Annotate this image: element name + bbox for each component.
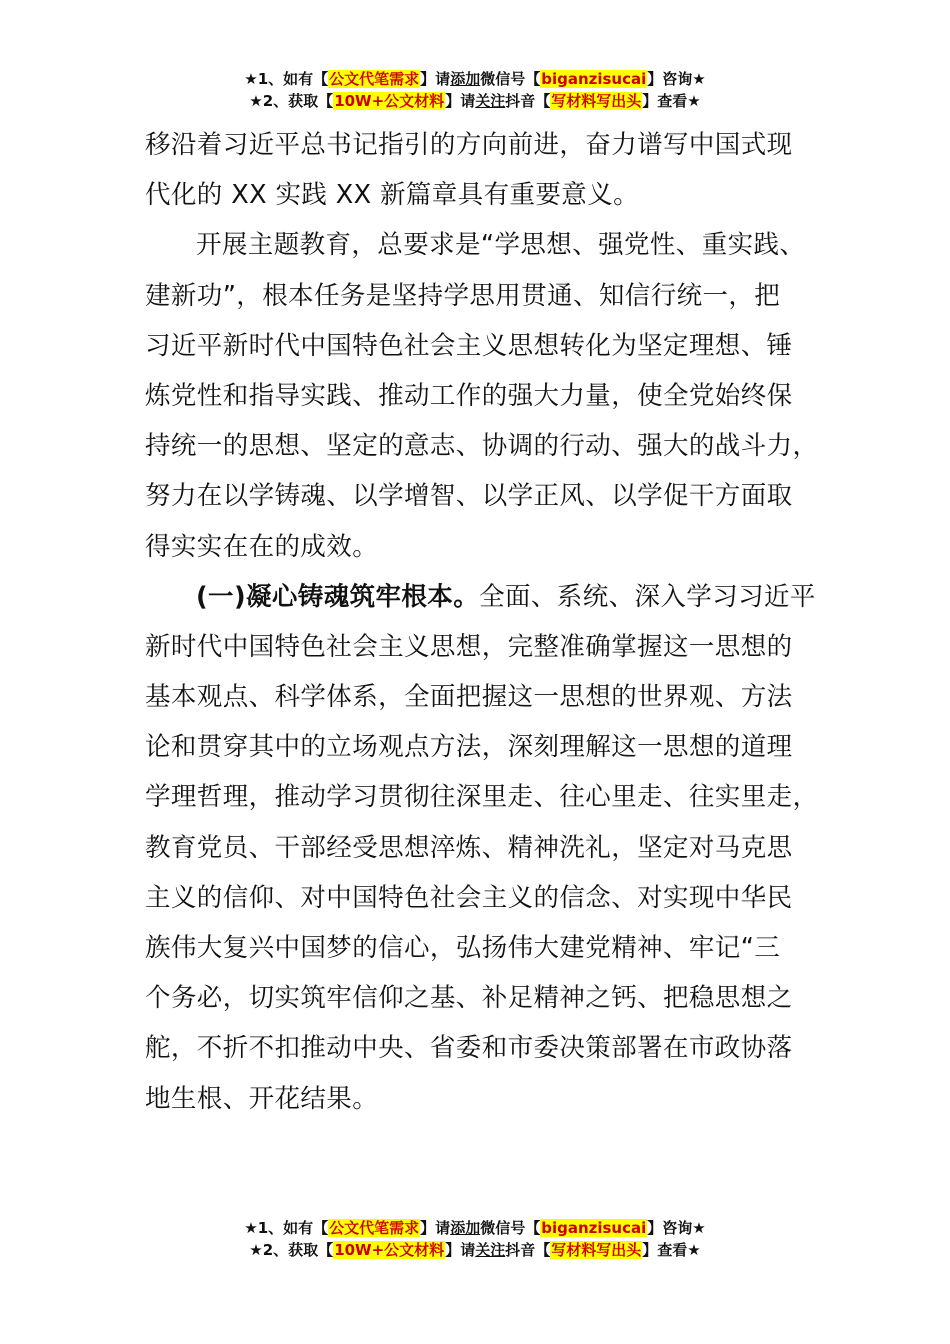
promo-text: 】请 (445, 92, 476, 110)
section-heading-line (145, 572, 816, 622)
promo-text: 】请 (420, 70, 451, 88)
promo-emphasis: 添加 (450, 70, 481, 88)
paragraph-start: 开展主题教育，总要求是“学思想、强党性、重实践、 (196, 230, 806, 261)
promo-highlight: 公文代笔需求 (329, 70, 420, 88)
section-heading: (一)凝心铸魂筑牢根本。 (196, 581, 480, 612)
footer-promo-banner (0, 1217, 950, 1261)
promo-line-1 (0, 68, 950, 90)
promo-text: ★2、获取【 (249, 92, 334, 110)
body-line: 族伟大复兴中国梦的信心，弘扬伟大建党精神、牢记“三 (145, 933, 781, 963)
body-line: 代化的 XX 实践 XX 新篇章具有重要意义。 (145, 180, 639, 211)
promo-text: 】请 (445, 1241, 476, 1259)
promo-emphasis: 关注 (475, 92, 506, 110)
promo-highlight: biganzisucai (541, 70, 647, 88)
promo-text: ★1、如有【 (244, 1219, 329, 1237)
header-promo-banner (0, 68, 950, 112)
promo-text: 】咨询★ (647, 1219, 706, 1237)
body-line: 努力在以学铸魂、以学增智、以学正风、以学促干方面取 (145, 481, 793, 512)
promo-emphasis: 关注 (475, 1241, 506, 1259)
promo-text: 】查看★ (642, 1241, 701, 1259)
body-line: 主义的信仰、对中国特色社会主义的信念、对实现中华民 (145, 882, 793, 913)
promo-text: 微信号【 (480, 1219, 541, 1237)
document-body (145, 120, 819, 1124)
promo-line-2 (0, 1239, 950, 1261)
promo-line-1 (0, 1217, 950, 1239)
promo-text: ★2、获取【 (249, 1241, 334, 1259)
promo-text: ★1、如有【 (244, 70, 329, 88)
body-line: 论和贯穿其中的立场观点方法，深刻理解这一思想的道理 (145, 732, 793, 763)
promo-highlight: 10W+公文材料 (334, 1241, 445, 1259)
body-line: 舵，不折不扣推动中央、省委和市委决策部署在市政协落 (145, 1033, 793, 1064)
promo-text: 】咨询★ (647, 70, 706, 88)
promo-emphasis: 添加 (450, 1219, 481, 1237)
body-line: 基本观点、科学体系，全面把握这一思想的世界观、方法 (145, 682, 793, 713)
body-line: 个务必，切实筑牢信仰之基、补足精神之钙、把稳思想之 (145, 983, 793, 1014)
promo-text: 】请 (420, 1219, 451, 1237)
promo-highlight: 10W+公文材料 (334, 92, 445, 110)
body-line: 持统一的思想、坚定的意志、协调的行动、强大的战斗力， (145, 431, 819, 462)
promo-highlight: 写材料写出头 (551, 92, 642, 110)
body-line: 炼党性和指导实践、推动工作的强大力量，使全党始终保 (145, 380, 793, 411)
body-line: 教育党员、干部经受思想淬炼、精神洗礼，坚定对马克思 (145, 832, 793, 863)
promo-text: 微信号【 (480, 70, 541, 88)
body-line: 学理哲理，推动学习贯彻往深里走、往心里走、往实里走， (145, 782, 819, 813)
promo-highlight: biganzisucai (541, 1219, 647, 1237)
body-line: 新时代中国特色社会主义思想，完整准确掌握这一思想的 (145, 631, 793, 662)
body-line: 地生根、开花结果。 (145, 1083, 379, 1114)
body-line: 移沿着习近平总书记指引的方向前进，奋力谱写中国式现 (145, 130, 793, 160)
body-line: 全面、系统、深入学习习近平 (479, 581, 816, 612)
promo-line-2 (0, 90, 950, 112)
body-line: 得实实在在的成效。 (145, 531, 379, 562)
promo-highlight: 公文代笔需求 (329, 1219, 420, 1237)
body-line: 建新功”，根本任务是坚持学思用贯通、知信行统一，把 (145, 280, 781, 311)
promo-text: 】查看★ (642, 92, 701, 110)
body-line: 习近平新时代中国特色社会主义思想转化为坚定理想、锤 (145, 330, 793, 361)
promo-highlight: 写材料写出头 (551, 1241, 642, 1259)
promo-text: 抖音【 (505, 92, 551, 110)
promo-text: 抖音【 (505, 1241, 551, 1259)
